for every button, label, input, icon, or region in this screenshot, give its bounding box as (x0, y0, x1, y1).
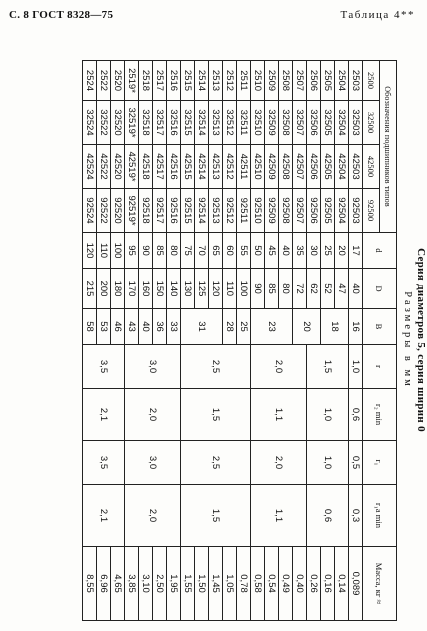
table-cell: 42511 (237, 145, 251, 189)
table-cell: 120 (209, 269, 223, 309)
table-cell: 32514 (195, 101, 209, 145)
column-header: d (363, 233, 397, 269)
table-cell: 2,0 (251, 345, 307, 389)
table-cell: 3,10 (139, 547, 153, 621)
table-cell: 2509 (265, 61, 279, 101)
table-cell: 0,16 (321, 547, 335, 621)
table-cell: 2514 (195, 61, 209, 101)
table-cell: 2508 (279, 61, 293, 101)
table-cell: 47 (335, 269, 349, 309)
table-cell: 2504 (335, 61, 349, 101)
table-cell: 55 (237, 233, 251, 269)
table-units-subtitle: Размеры в мм (402, 291, 413, 389)
table-cell: 32506 (307, 101, 321, 145)
table-cell: 42509 (265, 145, 279, 189)
table-cell: 80 (167, 233, 181, 269)
table-cell: 100 (111, 233, 125, 269)
table-cell: 2513 (209, 61, 223, 101)
table-cell: 60 (223, 233, 237, 269)
table-cell: 32510 (251, 101, 265, 145)
table-cell: 1,95 (167, 547, 181, 621)
table-cell: 0,49 (279, 547, 293, 621)
column-header: r₂ min (363, 389, 397, 441)
table-cell: 40 (349, 269, 363, 309)
table-cell: 75 (181, 233, 195, 269)
table-cell: 32520 (111, 101, 125, 145)
table-cell: 32509 (265, 101, 279, 145)
table-number-label: Таблица 4** (340, 9, 415, 21)
table-cell: 92510 (251, 189, 265, 233)
table-cell: 95 (125, 233, 139, 269)
table-cell: 92520 (111, 189, 125, 233)
table-cell: 0,58 (251, 547, 265, 621)
table-cell: 92517 (153, 189, 167, 233)
table-cell: 92511 (237, 189, 251, 233)
table-cell: 2511 (237, 61, 251, 101)
table-cell: 31 (181, 309, 223, 345)
table-cell: 2507 (293, 61, 307, 101)
table-cell: 0,5 (349, 441, 363, 485)
table-cell: 33 (167, 309, 181, 345)
table-cell: 1,5 (181, 485, 251, 547)
table-cell: 42518 (139, 145, 153, 189)
table-cell: 50 (251, 233, 265, 269)
table-cell: 90 (251, 269, 265, 309)
table-cell: 32517 (153, 101, 167, 145)
table-cell: 2,5 (181, 441, 251, 485)
column-header: r₁ (363, 441, 397, 485)
table-cell: 3,85 (125, 547, 139, 621)
table-cell: 32507 (293, 101, 307, 145)
table-cell: 92505 (321, 189, 335, 233)
table-cell: 45 (265, 233, 279, 269)
table-cell: 130 (181, 269, 195, 309)
column-header: Масса, кг ≈ (363, 547, 397, 621)
table-cell: 42503 (349, 145, 363, 189)
table-cell: 2,0 (251, 441, 307, 485)
table-cell: 120 (83, 233, 97, 269)
table-cell: 42504 (335, 145, 349, 189)
table-cell: 25 (321, 233, 335, 269)
table-cell: 42519* (125, 145, 139, 189)
table-cell: 2517 (153, 61, 167, 101)
table-cell: 0,26 (307, 547, 321, 621)
table-cell: 150 (153, 269, 167, 309)
table-cell: 140 (167, 269, 181, 309)
table-cell: 20 (335, 233, 349, 269)
group-header-cell: Обозначения подшипников типов (380, 61, 397, 233)
table-cell: 4,65 (111, 547, 125, 621)
table-cell: 92516 (167, 189, 181, 233)
table-cell: 2515 (181, 61, 195, 101)
table-cell: 90 (139, 233, 153, 269)
table-cell: 42505 (321, 145, 335, 189)
table-cell: 42512 (223, 145, 237, 189)
table-cell: 32512 (223, 101, 237, 145)
table-cell: 17 (349, 233, 363, 269)
table-cell: 72 (293, 269, 307, 309)
table-cell: 32518 (139, 101, 153, 145)
table-cell: 65 (209, 233, 223, 269)
table-cell: 100 (237, 269, 251, 309)
table-cell: 32511 (237, 101, 251, 145)
table-cell: 23 (251, 309, 293, 345)
table-cell: 1,0 (307, 441, 349, 485)
table-row (349, 61, 363, 621)
table-cell: 2,50 (153, 547, 167, 621)
table-cell: 0,78 (237, 547, 251, 621)
table-cell: 92513 (209, 189, 223, 233)
table-cell: 92507 (293, 189, 307, 233)
table-cell: 85 (153, 233, 167, 269)
table-cell: 2505 (321, 61, 335, 101)
column-header: 2500 (363, 61, 380, 101)
table-cell: 42522 (97, 145, 111, 189)
table-cell: 2518 (139, 61, 153, 101)
table-cell: 42513 (209, 145, 223, 189)
table-cell: 92506 (307, 189, 321, 233)
column-header: B (363, 309, 397, 345)
table-cell: 42524 (83, 145, 97, 189)
group-header-row (380, 61, 397, 621)
table-cell: 3,5 (83, 441, 125, 485)
table-cell: 0,6 (307, 485, 349, 547)
table-cell: 92503 (349, 189, 363, 233)
table-cell: 1,1 (251, 485, 307, 547)
table-cell: 125 (195, 269, 209, 309)
table-cell: 42508 (279, 145, 293, 189)
table-cell: 42514 (195, 145, 209, 189)
table-cell: 3,0 (125, 441, 181, 485)
table-cell: 2506 (307, 61, 321, 101)
table-cell: 2,0 (125, 485, 181, 547)
table-cell: 215 (83, 269, 97, 309)
table-cell: 2,0 (125, 389, 181, 441)
table-cell: 1,50 (195, 547, 209, 621)
table-cell: 92524 (83, 189, 97, 233)
table-cell: 2510 (251, 61, 265, 101)
table-cell: 20 (293, 309, 321, 345)
table-cell: 0,54 (265, 547, 279, 621)
table-cell: 70 (195, 233, 209, 269)
table-cell: 40 (139, 309, 153, 345)
table-cell: 42506 (307, 145, 321, 189)
table-cell: 18 (321, 309, 349, 345)
table-cell: 92514 (195, 189, 209, 233)
table-cell: 46 (111, 309, 125, 345)
table-cell: 0,3 (349, 485, 363, 547)
table-cell: 0,14 (335, 547, 349, 621)
page-header-standard: С. 8 ГОСТ 8328—75 (9, 9, 114, 21)
table-cell: 36 (153, 309, 167, 345)
table-cell: 2503 (349, 61, 363, 101)
table-cell: 25 (237, 309, 251, 345)
table-cell: 1,5 (181, 389, 251, 441)
column-header: r₁a min (363, 485, 397, 547)
table-cell: 170 (125, 269, 139, 309)
table-cell: 42507 (293, 145, 307, 189)
table-cell: 32516 (167, 101, 181, 145)
table-cell: 160 (139, 269, 153, 309)
table-cell: 1,45 (209, 547, 223, 621)
table-cell: 1,05 (223, 547, 237, 621)
table-cell: 32522 (97, 101, 111, 145)
table-cell: 35 (293, 233, 307, 269)
table-cell: 92515 (181, 189, 195, 233)
table-cell: 32508 (279, 101, 293, 145)
table-cell: 32513 (209, 101, 223, 145)
table-cell: 92508 (279, 189, 293, 233)
table-cell: 92518 (139, 189, 153, 233)
table-cell: 32515 (181, 101, 195, 145)
table-cell: 32519* (125, 101, 139, 145)
table-cell: 42517 (153, 145, 167, 189)
table-cell: 2519* (125, 61, 139, 101)
table-cell: 42510 (251, 145, 265, 189)
table-cell: 92509 (265, 189, 279, 233)
table-cell: 42516 (167, 145, 181, 189)
table-cell: 30 (307, 233, 321, 269)
table-cell: 110 (97, 233, 111, 269)
column-header: r (363, 345, 397, 389)
table-cell: 1,0 (349, 345, 363, 389)
table-cell: 32504 (335, 101, 349, 145)
table-cell: 42515 (181, 145, 195, 189)
rotated-table-block (78, 60, 427, 620)
table-cell: 92512 (223, 189, 237, 233)
table-row (111, 61, 125, 621)
table-cell: 3,5 (83, 345, 125, 389)
table-row (335, 61, 349, 621)
table-cell: 2524 (83, 61, 97, 101)
table-cell: 43 (125, 309, 139, 345)
table-title: Серия диаметров 5, серия ширин 0 (415, 248, 427, 432)
table-cell: 2520 (111, 61, 125, 101)
table-cell: 92504 (335, 189, 349, 233)
table-cell: 2522 (97, 61, 111, 101)
table-cell: 92519* (125, 189, 139, 233)
table-cell: 0,089 (349, 547, 363, 621)
table-row (237, 61, 251, 621)
table-cell: 1,5 (307, 345, 349, 389)
table-cell: 2,1 (83, 485, 125, 547)
table-cell: 0,6 (349, 389, 363, 441)
table-cell: 32524 (83, 101, 97, 145)
table-cell: 32503 (349, 101, 363, 145)
table-cell: 1,55 (181, 547, 195, 621)
table-cell: 8,55 (83, 547, 97, 621)
table-cell: 2512 (223, 61, 237, 101)
table-cell: 2,1 (83, 389, 125, 441)
table-cell: 200 (97, 269, 111, 309)
table-row (167, 61, 181, 621)
table-cell: 2516 (167, 61, 181, 101)
table-cell: 40 (279, 233, 293, 269)
column-header: 92500 (363, 189, 380, 233)
table-cell: 180 (111, 269, 125, 309)
table-cell: 52 (321, 269, 335, 309)
table-cell: 62 (307, 269, 321, 309)
table-cell: 16 (349, 309, 363, 345)
column-header: 32500 (363, 101, 380, 145)
table-cell: 32505 (321, 101, 335, 145)
table-cell: 85 (265, 269, 279, 309)
table-cell: 28 (223, 309, 237, 345)
bearing-dimensions-table (82, 60, 397, 621)
table-body (83, 61, 363, 621)
table-cell: 1,1 (251, 389, 307, 441)
table-cell: 2,5 (181, 345, 251, 389)
table-cell: 92522 (97, 189, 111, 233)
table-cell: 1,0 (307, 389, 349, 441)
table-cell: 0,40 (293, 547, 307, 621)
table-cell: 58 (83, 309, 97, 345)
table-cell: 3,0 (125, 345, 181, 389)
table-cell: 80 (279, 269, 293, 309)
column-header: D (363, 269, 397, 309)
table-cell: 110 (223, 269, 237, 309)
table-cell: 6,96 (97, 547, 111, 621)
column-header: 42500 (363, 145, 380, 189)
table-cell: 53 (97, 309, 111, 345)
table-cell: 42520 (111, 145, 125, 189)
